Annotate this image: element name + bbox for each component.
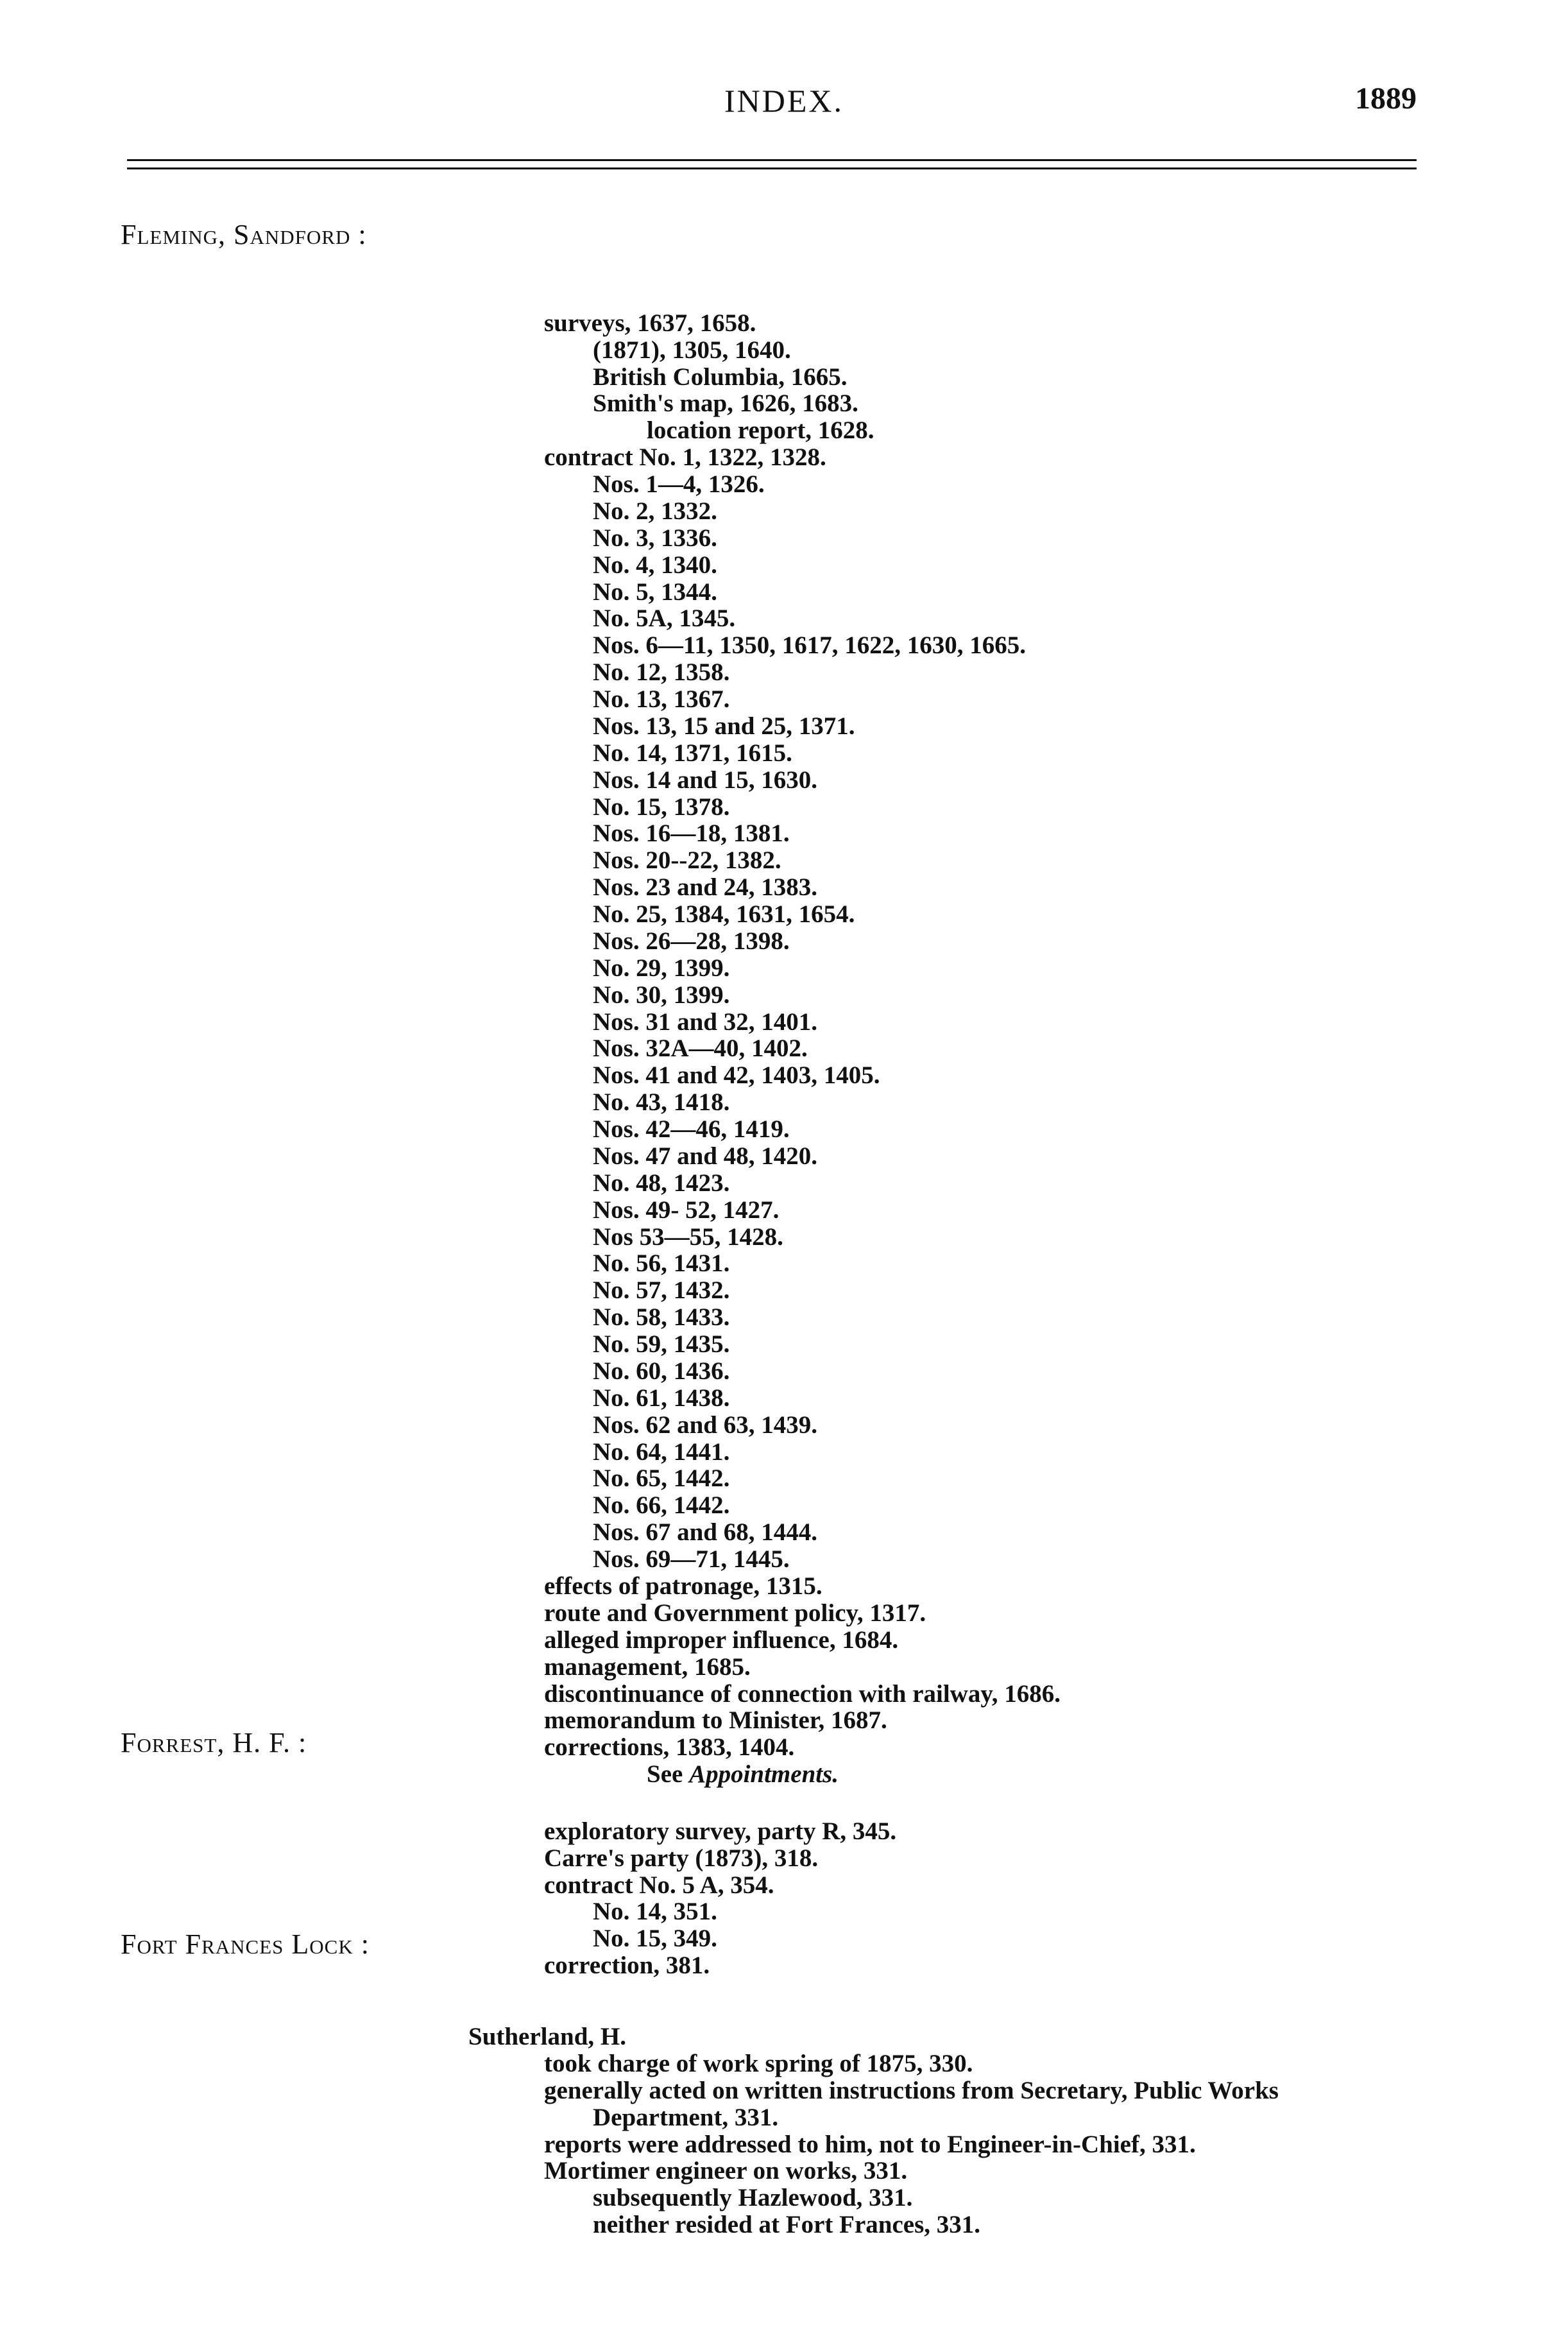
entry-line: No. 2, 1332. (593, 497, 717, 525)
entry-line: Nos. 42—46, 1419. (593, 1115, 790, 1143)
entry-line: discontinuance of connection with railway, 1686. (544, 1680, 1061, 1708)
entry-line: No. 58, 1433. (593, 1303, 730, 1331)
entry-line: No. 5, 1344. (593, 578, 717, 606)
see-word: See (647, 1760, 683, 1788)
entry-line: corrections, 1383, 1404. (544, 1733, 795, 1761)
entry-line: No. 48, 1423. (593, 1169, 730, 1197)
entry-line: effects of patronage, 1315. (544, 1572, 822, 1600)
entry-line: Nos. 69—71, 1445. (593, 1545, 790, 1573)
entry-line: Nos. 20--22, 1382. (593, 846, 781, 874)
entry-line: Nos. 41 and 42, 1403, 1405. (593, 1061, 880, 1089)
see-reference (647, 1761, 839, 1788)
entry-line: No. 61, 1438. (593, 1384, 730, 1412)
entry-line: No. 15, 1378. (593, 793, 730, 821)
running-head: INDEX. (724, 83, 844, 119)
entry-line: No. 66, 1442. (593, 1491, 730, 1519)
entry-line: No. 15, 349. (593, 1925, 717, 1952)
entry-line: No. 43, 1418. (593, 1088, 730, 1116)
entry-line: No. 64, 1441. (593, 1438, 730, 1466)
entry-line: contract No. 1, 1322, 1328. (544, 443, 826, 471)
entry-line: Nos. 16—18, 1381. (593, 820, 790, 847)
entry-line: Nos. 23 and 24, 1383. (593, 873, 817, 901)
entry-line: No. 29, 1399. (593, 954, 730, 982)
entry-line: generally acted on written instructions from Secretary, Public Works (544, 2077, 1279, 2104)
page-number: 1889 (1355, 82, 1417, 116)
entry-line: location report, 1628. (647, 416, 874, 444)
entry-line: No. 65, 1442. (593, 1464, 730, 1492)
header-rule-top (127, 159, 1417, 161)
entry-line: Carre's party (1873), 318. (544, 1844, 819, 1872)
headword-forrest: Forrest, H. F. : (121, 1727, 307, 1758)
headword-fleming: Fleming, Sandford : (121, 219, 367, 250)
entry-line: memorandum to Minister, 1687. (544, 1706, 887, 1734)
entry-line: neither resided at Fort Frances, 331. (593, 2211, 981, 2238)
entry-line: Nos. 49- 52, 1427. (593, 1196, 780, 1224)
entry-line: No. 30, 1399. (593, 981, 730, 1009)
entry-line: Nos. 47 and 48, 1420. (593, 1142, 817, 1170)
entry-line: No. 56, 1431. (593, 1249, 730, 1277)
entry-line: surveys, 1637, 1658. (544, 309, 756, 337)
entry-line: Nos. 32A—40, 1402. (593, 1035, 808, 1062)
entry-line: No. 57, 1432. (593, 1276, 730, 1304)
entry-line: Nos. 31 and 32, 1401. (593, 1008, 817, 1036)
entry-line: correction, 381. (544, 1952, 710, 1979)
entry-line: Nos. 62 and 63, 1439. (593, 1411, 817, 1439)
entry-line: Sutherland, H. (468, 2023, 626, 2050)
entry-line: No. 4, 1340. (593, 551, 717, 579)
entry-line: Nos. 14 and 15, 1630. (593, 766, 817, 794)
entry-line: No. 13, 1367. (593, 685, 730, 713)
entry-line: Smith's map, 1626, 1683. (593, 390, 858, 417)
entry-line: Nos. 6—11, 1350, 1617, 1622, 1630, 1665. (593, 631, 1026, 659)
entry-line: contract No. 5 A, 354. (544, 1871, 774, 1899)
entry-line: Department, 331. (593, 2104, 779, 2131)
entry-line: route and Government policy, 1317. (544, 1599, 926, 1627)
entry-line: reports were addressed to him, not to Engineer-in-Chief, 331. (544, 2131, 1196, 2158)
entry-line: No. 3, 1336. (593, 524, 717, 552)
entry-line: No. 5A, 1345. (593, 605, 736, 632)
entry-line: No. 14, 351. (593, 1898, 717, 1925)
entry-line: British Columbia, 1665. (593, 363, 848, 391)
entry-line: No. 12, 1358. (593, 658, 730, 686)
entry-line: management, 1685. (544, 1653, 751, 1681)
header-rule-bottom (127, 167, 1417, 169)
entry-line: No. 59, 1435. (593, 1330, 730, 1358)
entry-line: exploratory survey, party R, 345. (544, 1817, 897, 1845)
entry-line: No. 14, 1371, 1615. (593, 739, 792, 767)
entry-line: Nos. 26—28, 1398. (593, 927, 790, 955)
headword-fort-frances: Fort Frances Lock : (121, 1928, 370, 1960)
entry-line: took charge of work spring of 1875, 330. (544, 2050, 973, 2077)
entry-line: No. 25, 1384, 1631, 1654. (593, 900, 855, 928)
entry-line: Nos. 67 and 68, 1444. (593, 1518, 817, 1546)
entry-line: alleged improper influence, 1684. (544, 1626, 899, 1654)
entry-line: Nos. 1—4, 1326. (593, 470, 765, 498)
entry-line: subsequently Hazlewood, 331. (593, 2184, 913, 2211)
see-target: Appointments. (689, 1760, 839, 1788)
entry-line: Nos 53—55, 1428. (593, 1223, 783, 1251)
entry-line: Nos. 13, 15 and 25, 1371. (593, 712, 855, 740)
entry-line: No. 60, 1436. (593, 1357, 730, 1385)
entry-line: (1871), 1305, 1640. (593, 336, 791, 364)
entry-line: Mortimer engineer on works, 331. (544, 2157, 908, 2185)
